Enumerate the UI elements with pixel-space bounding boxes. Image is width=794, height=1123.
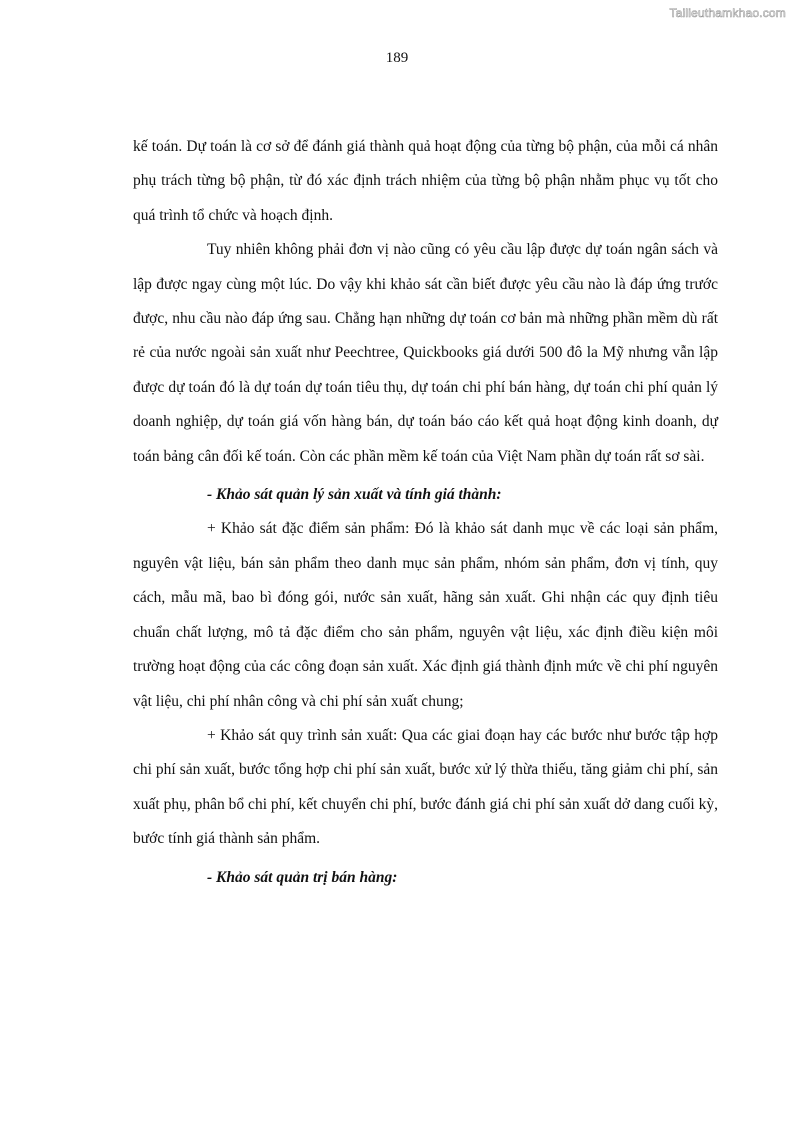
- watermark-text: Tailieuthamkhao.com: [669, 6, 786, 20]
- paragraph-production-process: + Khảo sát quy trình sản xuất: Qua các giai đoạn hay các bước như bước tập hợp chi phí sản xuất, bước tổng hợp chi phí sản xuất, bước xử lý thừa thiếu, tăng giảm chi phí, sản xuất phụ, phân bổ chi phí, kết chuyển chi phí, bước đánh giá chi phí sản xuất dở dang cuối kỳ, bước tính giá thành sản phẩm.: [133, 726, 718, 848]
- paragraph-product-survey: + Khảo sát đặc điểm sản phẩm: Đó là khảo sát danh mục về các loại sản phẩm, nguyên vật liệu, bán sản phẩm theo danh mục sản phẩm, nhóm sản phẩm, đơn vị tính, quy cách, mẫu mã, bao bì đóng gói, nước sản xuất, hãng sản xuất. Ghi nhận các quy định tiêu chuẩn chất lượng, mô tả đặc điểm cho sản phẩm, nguyên vật liệu, xác định điều kiện môi trường hoạt động của các công đoạn sản xuất. Xác định giá thành định mức về chi phí nguyên vật liệu, chi phí nhân công và chi phí sản xuất chung;: [133, 520, 718, 710]
- paragraph-continuation: kế toán. Dự toán là cơ sở để đánh giá thành quả hoạt động của từng bộ phận, của mỗi cá nhân phụ trách từng bộ phận, từ đó xác định trách nhiệm của từng bộ phận nhằm phục vụ tốt cho quá trình tổ chức và hoạch định.: [133, 138, 718, 224]
- page-number: 189: [385, 50, 409, 66]
- section-heading-sales: - Khảo sát quản trị bán hàng:: [207, 868, 398, 886]
- section-heading-production: - Khảo sát quản lý sản xuất và tính giá thành:: [207, 486, 502, 504]
- paragraph-budget-requirements: Tuy nhiên không phải đơn vị nào cũng có yêu cầu lập được dự toán ngân sách và lập được ngay cùng một lúc. Do vậy khi khảo sát cần biết được yêu cầu nào là đáp ứng trước được, nhu cầu nào đáp ứng sau. Chẳng hạn những dự toán cơ bản mà những phần mềm dù rất rẻ của nước ngoài sản xuất như Peechtree, Quickbooks giá dưới 500 đô la Mỹ nhưng vẫn lập được dự toán đó là dự toán dự toán tiêu thụ, dự toán chi phí bán hàng, dự toán chi phí quản lý doanh nghiệp, dự toán giá vốn hàng bán, dự toán báo cáo kết quả hoạt động kinh doanh, dự toán bảng cân đối kế toán. Còn các phần mềm kế toán của Việt Nam phần dự toán rất sơ sài.: [133, 241, 718, 465]
- document-body: [133, 130, 718, 895]
